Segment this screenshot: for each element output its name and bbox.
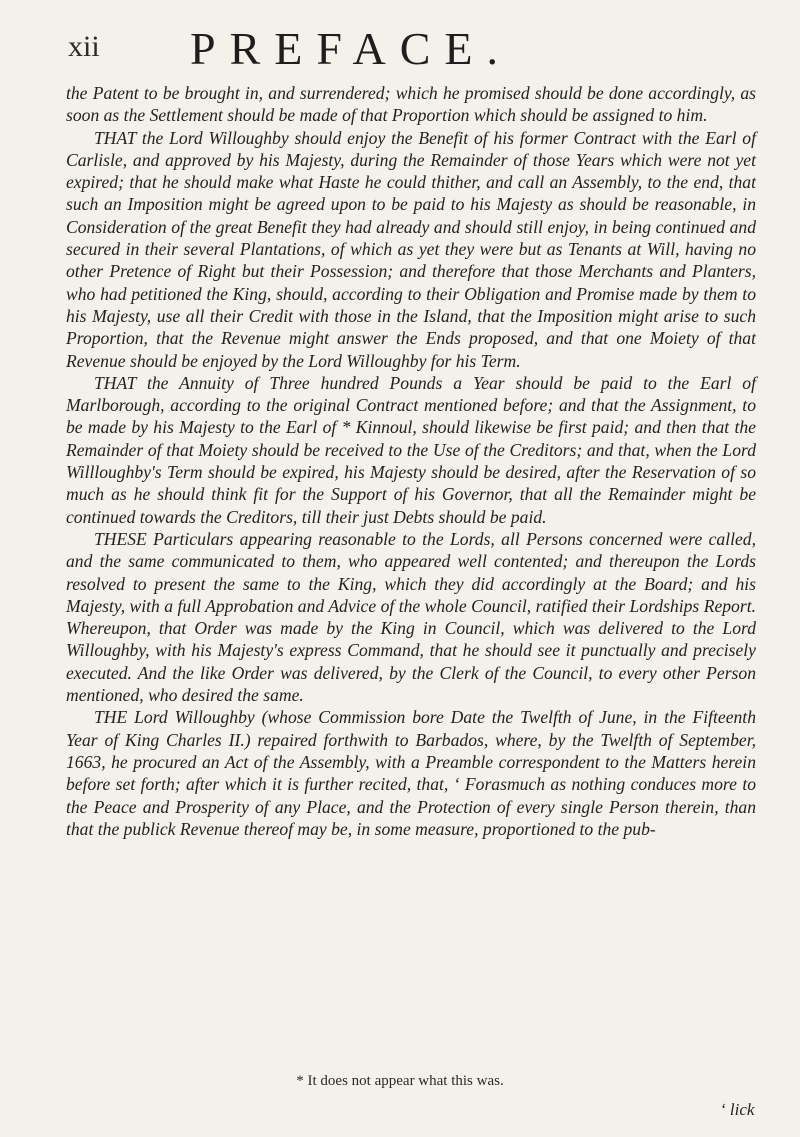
paragraph: THE Lord Willoughby (whose Commission bore Date the Twelfth of June, in the Fifteenth Year of King Charles II.) repaired forthwith to Barbados, where, by the Twelfth of September, 1663, he procured an Act of the Assembly, with a Preamble correspondent to the Matters herein before set forth; after which it is further recited, that, ‘ Forasmuch as nothing conduces more to the Peace and Prosperity of any Place, and the Protection of every single Person therein, than that the publick Revenue thereof may be, in some measure, proportioned to the pub- [66,707,756,839]
footnote: * It does not appear what this was. [296,1073,504,1089]
paragraph: the Patent to be brought in, and surrendered; which he promised should be done accordingly, as soon as the Settlement should be made of that Proportion which should be assigned to him. [66,83,756,126]
body-text [66,82,756,840]
paragraph: THESE Particulars appearing reasonable to the Lords, all Persons concerned were called, and the same communicated to them, who appeared well contented; and thereupon the Lords resolved to present the same to the King, which they did accordingly at the Board; and his Majesty, with a full Approbation and Advice of the whole Council, ratified their Lordships Report. Whereupon, that Order was made by the King in Council, which was delivered to the Lord Willoughby, with his Majesty's express Command, that he should see it punctually and precisely executed. And the like Order was delivered, by the Clerk of the Council, to every other Person mentioned, who desired the same. [66,528,756,706]
page-number: xii [68,30,100,63]
running-head: PREFACE. [190,23,513,74]
page-header [60,22,760,72]
paragraph: THAT the Annuity of Three hundred Pounds a Year should be paid to the Earl of Marlborough, according to the original Contract mentioned before; and that the Assignment, to be made by his Majesty to the Earl of * Kinnoul, should likewise be first paid; and then that the Remainder of that Moiety should be received to the Use of the Creditors; and that, when the Lord Willloughby's Term should be expired, his Majesty should be desired, after the Reservation of so much as he should think fit for the Support of his Governor, that all the Remainder might be continued towards the Creditors, till their just Debts should be paid. [66,372,756,527]
catchword: ‘ lick [720,1100,755,1119]
paragraph: THAT the Lord Willoughby should enjoy the Benefit of his former Contract with the Earl of Carlisle, and approved by his Majesty, during the Remainder of those Years which were not yet expired; that he should make what Haste he could thither, and call an Assembly, to the end, that such an Imposition might be agreed upon to be paid to his Majesty as should be reasonable, in Consideration of the great Benefit they had already and should still enjoy, in being continued and secured in their several Plantations, of which as yet they were but as Tenants at Will, having no other Pretence of Right but their Possession; and therefore that those Merchants and Planters, who had petitioned the King, should, according to their Obligation and Promise made by them to his Majesty, use all their Credit with those in the Island, that the Imposition might arise to such Proportion, that the Revenue might answer the Ends proposed, and that one Moiety of that Revenue should be enjoyed by the Lord Willoughby for his Term. [66,127,756,371]
